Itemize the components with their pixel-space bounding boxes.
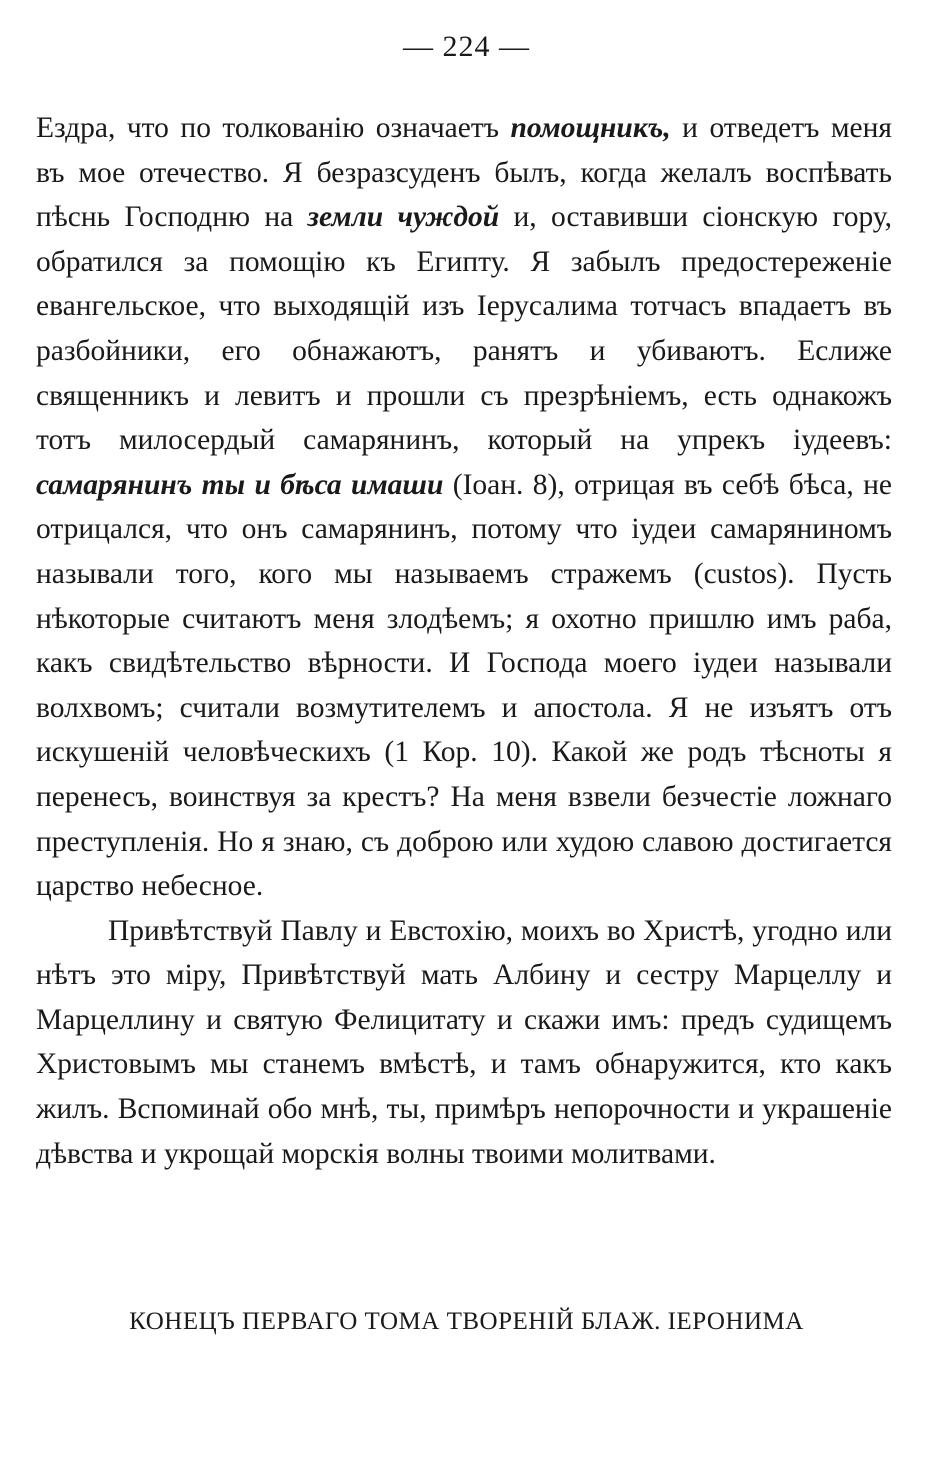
text-run: и, оставивши сіонскую гору, обратился за помощію къ Египту. Я забылъ предостереженіе евангельское, что выходящій изъ Іерусалима тотчасъ впадаетъ въ разбойники, его обнажаютъ, ранятъ и убиваютъ. Еслиже священникъ и левитъ и прошли съ презрѣніемъ, есть однакожъ тотъ милосердый самарянинъ, который на упрекъ іудеевъ: <box>36 201 892 457</box>
text-run: Ездра, что по толкованію означаетъ <box>36 112 511 144</box>
paragraph <box>36 106 892 909</box>
volume-end-line: КОНЕЦЪ ПЕРВАГО ТОМА ТВОРЕНІЙ БЛАЖ. ІЕРОНИМА <box>129 1308 804 1335</box>
italic-text-run: земли чуждой <box>307 201 500 234</box>
italic-text-run: помощникъ, <box>510 112 671 144</box>
paragraph <box>36 909 892 1177</box>
page-number: — 224 — <box>403 30 530 63</box>
text-run: Привѣтствуй Павлу и Евстохію, моихъ во Христѣ, угодно или нѣтъ это міру, Привѣтствуй мать Албину и сестру Марцеллу и Марцеллину и святую Фелицитату и скажи имъ: предъ судищемъ Христовымъ мы станемъ вмѣстѣ, и тамъ обнаружится, кто какъ жилъ. Вспоминай обо мнѣ, ты, примѣръ непорочности и украшеніе дѣвства и укрощай морскія волны твоими молитвами. <box>36 914 892 1170</box>
text-run: (Іоан. 8), отрицая въ себѣ бѣса, не отрицался, что онъ самарянинъ, потому что іудеи самаряниномъ называли того, кого мы называемъ стражемъ (custos). Пусть нѣкоторые считаютъ меня злодѣемъ; я охотно пришлю имъ раба, какъ свидѣтельство вѣрности. И Господа моего іудеи называли волхвомъ; считали возмутителемъ и апостола. Я не изъятъ отъ искушеній человѣческихъ (1 Кор. 10). Какой же родъ тѣсноты я перенесъ, воинствуя за крестъ? На меня взвели безчестіе ложнаго преступленія. Но я знаю, съ доброю или худою славою достигается царство небесное. <box>36 468 892 903</box>
italic-text-run: самарянинъ ты и бѣса имаши <box>36 468 444 501</box>
body-text <box>36 106 892 1176</box>
text-run: и отведетъ меня въ мое отечество. Я безразсуденъ былъ, когда желалъ воспѣвать пѣснь Господню на <box>36 112 892 234</box>
